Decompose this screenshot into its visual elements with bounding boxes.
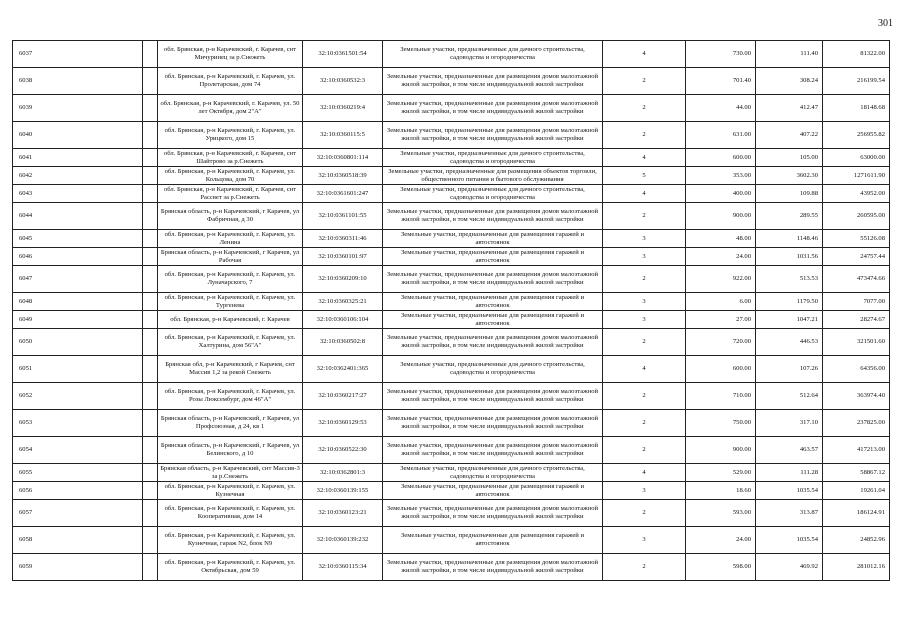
empty-cell xyxy=(143,68,158,95)
land-use-cell: Земельные участки, предназначенные для размещения гаражей и автостоянок xyxy=(383,482,603,500)
table-row xyxy=(13,149,890,167)
cadastral-value-cell: 18148.68 xyxy=(823,95,890,122)
address-cell: обл. Брянская, р-н Карачевский, г. Карачев, ул. Халтурина, дом 56"А" xyxy=(158,329,303,356)
row-number: 6049 xyxy=(13,311,143,329)
empty-cell xyxy=(143,482,158,500)
group-cell: 3 xyxy=(603,311,686,329)
cadastral-number-cell: 32:10:0361501:54 xyxy=(303,41,383,68)
cadastral-value-cell: 237825.00 xyxy=(823,410,890,437)
address-cell: Брянская область, р-н Карачевский, г Карачев, ул Фабричная, д 30 xyxy=(158,203,303,230)
address-cell: обл. Брянская, р-н Карачевский, г. Карачев, ул. Ленина xyxy=(158,230,303,248)
address-cell: обл. Брянская, р-н Карачевский, г. Карачев, снт Шайтрово за р.Снежеть xyxy=(158,149,303,167)
unit-value-cell: 111.40 xyxy=(756,41,823,68)
cadastral-number-cell: 32:10:0360801:114 xyxy=(303,149,383,167)
cadastral-value-cell: 81322.00 xyxy=(823,41,890,68)
cadastral-number-cell: 32:10:0360115:34 xyxy=(303,554,383,581)
group-cell: 3 xyxy=(603,482,686,500)
land-use-cell: Земельные участки, предназначенные для размещения домов малоэтажной жилой застройки, в том числе индивидуальной жилой застройки xyxy=(383,437,603,464)
cadastral-number-cell: 32:10:0360123:21 xyxy=(303,500,383,527)
land-use-cell: Земельные участки, предназначенные для размещения домов малоэтажной жилой застройки, в том числе индивидуальной жилой застройки xyxy=(383,95,603,122)
group-cell: 3 xyxy=(603,527,686,554)
unit-value-cell: 107.26 xyxy=(756,356,823,383)
area-cell: 400.00 xyxy=(686,185,756,203)
address-cell: Брянская область, р-н Карачевский, г Карачев, ул Рабочая xyxy=(158,248,303,266)
page-number: 301 xyxy=(878,18,893,29)
area-cell: 27.00 xyxy=(686,311,756,329)
unit-value-cell: 1035.54 xyxy=(756,527,823,554)
table-row xyxy=(13,383,890,410)
cadastral-value-cell: 63000.00 xyxy=(823,149,890,167)
cadastral-value-cell: 24757.44 xyxy=(823,248,890,266)
address-cell: обл. Брянская, р-н Карачевский, г. Карачев, ул. Пролетарская, дом 74 xyxy=(158,68,303,95)
land-use-cell: Земельные участки, предназначенные для размещения домов малоэтажной жилой застройки, в том числе индивидуальной жилой застройки xyxy=(383,266,603,293)
row-number: 6045 xyxy=(13,230,143,248)
address-cell: обл. Брянская, р-н Карачевский, г. Карачев, ул. 50 лет Октября, дом 2"А" xyxy=(158,95,303,122)
table-row xyxy=(13,410,890,437)
area-cell: 593.00 xyxy=(686,500,756,527)
area-cell: 44.00 xyxy=(686,95,756,122)
address-cell: обл. Брянская, р-н Карачевский, г. Карачев, снт Мичуринец за р.Снежеть xyxy=(158,41,303,68)
table-row xyxy=(13,437,890,464)
table-row xyxy=(13,230,890,248)
cadastral-value-cell: 55126.08 xyxy=(823,230,890,248)
table-row xyxy=(13,329,890,356)
row-number: 6039 xyxy=(13,95,143,122)
cadastral-value-cell: 64356.00 xyxy=(823,356,890,383)
empty-cell xyxy=(143,167,158,185)
empty-cell xyxy=(143,185,158,203)
table-row xyxy=(13,464,890,482)
table-row xyxy=(13,311,890,329)
cadastral-value-cell: 417213.00 xyxy=(823,437,890,464)
unit-value-cell: 512.64 xyxy=(756,383,823,410)
unit-value-cell: 1035.54 xyxy=(756,482,823,500)
cadastral-value-cell: 321501.60 xyxy=(823,329,890,356)
cadastral-value-cell: 24852.96 xyxy=(823,527,890,554)
cadastral-number-cell: 32:10:0361101:55 xyxy=(303,203,383,230)
group-cell: 3 xyxy=(603,293,686,311)
group-cell: 2 xyxy=(603,329,686,356)
address-cell: Брянская область, р-н Карачевский, г Карачев, ул Профсоюзная, д 24, кв 1 xyxy=(158,410,303,437)
unit-value-cell: 308.24 xyxy=(756,68,823,95)
cadastral-value-cell: 7077.00 xyxy=(823,293,890,311)
group-cell: 5 xyxy=(603,167,686,185)
cadastral-value-cell: 363974.40 xyxy=(823,383,890,410)
area-cell: 24.00 xyxy=(686,248,756,266)
cadastral-number-cell: 32:10:0360217:27 xyxy=(303,383,383,410)
empty-cell xyxy=(143,356,158,383)
unit-value-cell: 513.53 xyxy=(756,266,823,293)
group-cell: 2 xyxy=(603,383,686,410)
land-use-cell: Земельные участки, предназначенные для размещения домов малоэтажной жилой застройки, в том числе индивидуальной жилой застройки xyxy=(383,500,603,527)
area-cell: 701.40 xyxy=(686,68,756,95)
cadastral-number-cell: 32:10:0360106:104 xyxy=(303,311,383,329)
land-use-cell: Земельные участки, предназначенные для размещения домов малоэтажной жилой застройки, в том числе индивидуальной жилой застройки xyxy=(383,383,603,410)
row-number: 6047 xyxy=(13,266,143,293)
unit-value-cell: 1179.50 xyxy=(756,293,823,311)
land-use-cell: Земельные участки, предназначенные для размещения гаражей и автостоянок xyxy=(383,527,603,554)
cadastral-value-cell: 58867.12 xyxy=(823,464,890,482)
empty-cell xyxy=(143,311,158,329)
area-cell: 710.00 xyxy=(686,383,756,410)
table-row xyxy=(13,356,890,383)
row-number: 6057 xyxy=(13,500,143,527)
table-row xyxy=(13,527,890,554)
unit-value-cell: 407.22 xyxy=(756,122,823,149)
empty-cell xyxy=(143,464,158,482)
address-cell: обл. Брянская, р-н Карачевский, г. Карачев, ул. Кузнечная, гараж N2, блок N9 xyxy=(158,527,303,554)
cadastral-number-cell: 32:10:0360325:21 xyxy=(303,293,383,311)
empty-cell xyxy=(143,230,158,248)
address-cell: обл. Брянская, р-н Карачевский, г. Карачев, ул. Урицкого, дом 15 xyxy=(158,122,303,149)
group-cell: 4 xyxy=(603,41,686,68)
address-cell: обл. Брянская, р-н Карачевский, г. Карачев, ул. Октябрьская, дом 59 xyxy=(158,554,303,581)
land-use-cell: Земельные участки, предназначенные для размещения гаражей и автостоянок xyxy=(383,230,603,248)
table-row xyxy=(13,203,890,230)
address-cell: обл. Брянская, р-н Карачевский, г. Карачев, ул. Луначарского, 7 xyxy=(158,266,303,293)
group-cell: 2 xyxy=(603,122,686,149)
row-number: 6052 xyxy=(13,383,143,410)
row-number: 6059 xyxy=(13,554,143,581)
address-cell: обл. Брянская, р-н Карачевский, г. Карачев, ул. Кооперативная, дом 14 xyxy=(158,500,303,527)
unit-value-cell: 1148.46 xyxy=(756,230,823,248)
area-cell: 720.00 xyxy=(686,329,756,356)
unit-value-cell: 1047.21 xyxy=(756,311,823,329)
cadastral-number-cell: 32:10:0360502:8 xyxy=(303,329,383,356)
cadastral-value-cell: 260595.00 xyxy=(823,203,890,230)
unit-value-cell: 1031.56 xyxy=(756,248,823,266)
area-cell: 48.00 xyxy=(686,230,756,248)
unit-value-cell: 109.88 xyxy=(756,185,823,203)
unit-value-cell: 105.00 xyxy=(756,149,823,167)
group-cell: 2 xyxy=(603,68,686,95)
unit-value-cell: 3602.30 xyxy=(756,167,823,185)
row-number: 6037 xyxy=(13,41,143,68)
row-number: 6038 xyxy=(13,68,143,95)
cadastral-number-cell: 32:10:0360522:30 xyxy=(303,437,383,464)
land-plots-table xyxy=(12,40,890,581)
empty-cell xyxy=(143,203,158,230)
cadastral-number-cell: 32:10:0360209:10 xyxy=(303,266,383,293)
land-use-cell: Земельные участки, предназначенные для дачного строительства, садоводства и огородничества xyxy=(383,464,603,482)
group-cell: 4 xyxy=(603,356,686,383)
cadastral-number-cell: 32:10:0360129:53 xyxy=(303,410,383,437)
group-cell: 4 xyxy=(603,464,686,482)
area-cell: 600.00 xyxy=(686,356,756,383)
table-row xyxy=(13,122,890,149)
address-cell: обл. Брянская, р-н Карачевский, г. Карачев, ул. Розы Люксембург, дом 46"А" xyxy=(158,383,303,410)
cadastral-value-cell: 19261.04 xyxy=(823,482,890,500)
cadastral-number-cell: 32:10:0360115:5 xyxy=(303,122,383,149)
table-row xyxy=(13,248,890,266)
empty-cell xyxy=(143,293,158,311)
unit-value-cell: 317.10 xyxy=(756,410,823,437)
address-cell: обл. Брянская, р-н Карачевский, г. Карачев xyxy=(158,311,303,329)
area-cell: 353.00 xyxy=(686,167,756,185)
empty-cell xyxy=(143,266,158,293)
land-use-cell: Земельные участки, предназначенные для размещения домов малоэтажной жилой застройки, в том числе индивидуальной жилой застройки xyxy=(383,68,603,95)
address-cell: обл. Брянская, р-н Карачевский, г. Карачев, ул. Кольцова, дом 70 xyxy=(158,167,303,185)
empty-cell xyxy=(143,437,158,464)
land-use-cell: Земельные участки, предназначенные для размещения домов малоэтажной жилой застройки, в том числе индивидуальной жилой застройки xyxy=(383,329,603,356)
row-number: 6051 xyxy=(13,356,143,383)
address-cell: Брянская обл, р-н Карачевский, г Карачев, снт Массив 1,2 за рекой Снежеть xyxy=(158,356,303,383)
area-cell: 631.00 xyxy=(686,122,756,149)
group-cell: 4 xyxy=(603,149,686,167)
empty-cell xyxy=(143,149,158,167)
cadastral-value-cell: 473474.66 xyxy=(823,266,890,293)
cadastral-value-cell: 216199.54 xyxy=(823,68,890,95)
empty-cell xyxy=(143,383,158,410)
land-use-cell: Земельные участки, предназначенные для дачного строительства, садоводства и огородничества xyxy=(383,356,603,383)
cadastral-number-cell: 32:10:0360139:232 xyxy=(303,527,383,554)
address-cell: Брянская область, р-н Карачевский, снт Массив-3 за р.Снежеть xyxy=(158,464,303,482)
group-cell: 2 xyxy=(603,410,686,437)
empty-cell xyxy=(143,410,158,437)
table-row xyxy=(13,554,890,581)
land-use-cell: Земельные участки, предназначенные для дачного строительства, садоводства и огородничества xyxy=(383,185,603,203)
table-row xyxy=(13,293,890,311)
land-use-cell: Земельные участки, предназначенные для размещения объектов торговли, общественного питания и бытового обслуживания xyxy=(383,167,603,185)
group-cell: 2 xyxy=(603,500,686,527)
cadastral-value-cell: 256955.82 xyxy=(823,122,890,149)
cadastral-number-cell: 32:10:0362401:365 xyxy=(303,356,383,383)
row-number: 6054 xyxy=(13,437,143,464)
cadastral-number-cell: 32:10:0360101:97 xyxy=(303,248,383,266)
area-cell: 750.00 xyxy=(686,410,756,437)
area-cell: 900.00 xyxy=(686,203,756,230)
group-cell: 2 xyxy=(603,437,686,464)
group-cell: 2 xyxy=(603,266,686,293)
address-cell: обл. Брянская, р-н Карачевский, г. Карачев, ул. Кузнечная xyxy=(158,482,303,500)
table-row xyxy=(13,68,890,95)
cadastral-number-cell: 32:10:0360139:155 xyxy=(303,482,383,500)
empty-cell xyxy=(143,122,158,149)
land-use-cell: Земельные участки, предназначенные для размещения домов малоэтажной жилой застройки, в том числе индивидуальной жилой застройки xyxy=(383,410,603,437)
row-number: 6042 xyxy=(13,167,143,185)
row-number: 6048 xyxy=(13,293,143,311)
table-row xyxy=(13,185,890,203)
row-number: 6055 xyxy=(13,464,143,482)
group-cell: 3 xyxy=(603,230,686,248)
cadastral-number-cell: 32:10:0360532:3 xyxy=(303,68,383,95)
area-cell: 529.00 xyxy=(686,464,756,482)
empty-cell xyxy=(143,248,158,266)
row-number: 6044 xyxy=(13,203,143,230)
land-use-cell: Земельные участки, предназначенные для дачного строительства, садоводства и огородничества xyxy=(383,149,603,167)
cadastral-number-cell: 32:10:0360219:4 xyxy=(303,95,383,122)
land-use-cell: Земельные участки, предназначенные для размещения гаражей и автостоянок xyxy=(383,311,603,329)
cadastral-value-cell: 186124.91 xyxy=(823,500,890,527)
empty-cell xyxy=(143,554,158,581)
area-cell: 900.00 xyxy=(686,437,756,464)
row-number: 6043 xyxy=(13,185,143,203)
unit-value-cell: 111.28 xyxy=(756,464,823,482)
row-number: 6040 xyxy=(13,122,143,149)
cadastral-value-cell: 281012.16 xyxy=(823,554,890,581)
empty-cell xyxy=(143,95,158,122)
row-number: 6056 xyxy=(13,482,143,500)
cadastral-number-cell: 32:10:0360311:46 xyxy=(303,230,383,248)
table-row xyxy=(13,41,890,68)
table-row xyxy=(13,482,890,500)
row-number: 6041 xyxy=(13,149,143,167)
table-row xyxy=(13,167,890,185)
area-cell: 598.00 xyxy=(686,554,756,581)
group-cell: 2 xyxy=(603,554,686,581)
area-cell: 730.00 xyxy=(686,41,756,68)
row-number: 6050 xyxy=(13,329,143,356)
land-use-cell: Земельные участки, предназначенные для размещения гаражей и автостоянок xyxy=(383,248,603,266)
group-cell: 4 xyxy=(603,185,686,203)
unit-value-cell: 469.92 xyxy=(756,554,823,581)
unit-value-cell: 446.53 xyxy=(756,329,823,356)
land-use-cell: Земельные участки, предназначенные для размещения домов малоэтажной жилой застройки, в том числе индивидуальной жилой застройки xyxy=(383,122,603,149)
address-cell: обл. Брянская, р-н Карачевский, г. Карачев, снт Рассвет за р.Снежеть xyxy=(158,185,303,203)
address-cell: обл. Брянская, р-н Карачевский, г. Карачев, ул. Тургенева xyxy=(158,293,303,311)
unit-value-cell: 412.47 xyxy=(756,95,823,122)
cadastral-value-cell: 28274.67 xyxy=(823,311,890,329)
address-cell: Брянская область, р-н Карачевский, г Карачев, ул Белинского, д 10 xyxy=(158,437,303,464)
area-cell: 600.00 xyxy=(686,149,756,167)
unit-value-cell: 289.55 xyxy=(756,203,823,230)
area-cell: 6.00 xyxy=(686,293,756,311)
area-cell: 24.00 xyxy=(686,527,756,554)
land-use-cell: Земельные участки, предназначенные для размещения домов малоэтажной жилой застройки, в том числе индивидуальной жилой застройки xyxy=(383,203,603,230)
cadastral-value-cell: 43952.00 xyxy=(823,185,890,203)
unit-value-cell: 463.57 xyxy=(756,437,823,464)
land-use-cell: Земельные участки, предназначенные для размещения домов малоэтажной жилой застройки, в том числе индивидуальной жилой застройки xyxy=(383,554,603,581)
cadastral-number-cell: 32:10:0361601:247 xyxy=(303,185,383,203)
empty-cell xyxy=(143,41,158,68)
cadastral-number-cell: 32:10:0360518:39 xyxy=(303,167,383,185)
table-row xyxy=(13,95,890,122)
row-number: 6053 xyxy=(13,410,143,437)
cadastral-number-cell: 32:10:0362801:3 xyxy=(303,464,383,482)
empty-cell xyxy=(143,500,158,527)
area-cell: 922.00 xyxy=(686,266,756,293)
empty-cell xyxy=(143,329,158,356)
empty-cell xyxy=(143,527,158,554)
group-cell: 2 xyxy=(603,203,686,230)
row-number: 6058 xyxy=(13,527,143,554)
table-row xyxy=(13,266,890,293)
land-use-cell: Земельные участки, предназначенные для дачного строительства, садоводства и огородничества xyxy=(383,41,603,68)
group-cell: 2 xyxy=(603,95,686,122)
group-cell: 3 xyxy=(603,248,686,266)
cadastral-value-cell: 1271611.90 xyxy=(823,167,890,185)
table-row xyxy=(13,500,890,527)
unit-value-cell: 313.87 xyxy=(756,500,823,527)
land-use-cell: Земельные участки, предназначенные для размещения гаражей и автостоянок xyxy=(383,293,603,311)
row-number: 6046 xyxy=(13,248,143,266)
area-cell: 18.60 xyxy=(686,482,756,500)
